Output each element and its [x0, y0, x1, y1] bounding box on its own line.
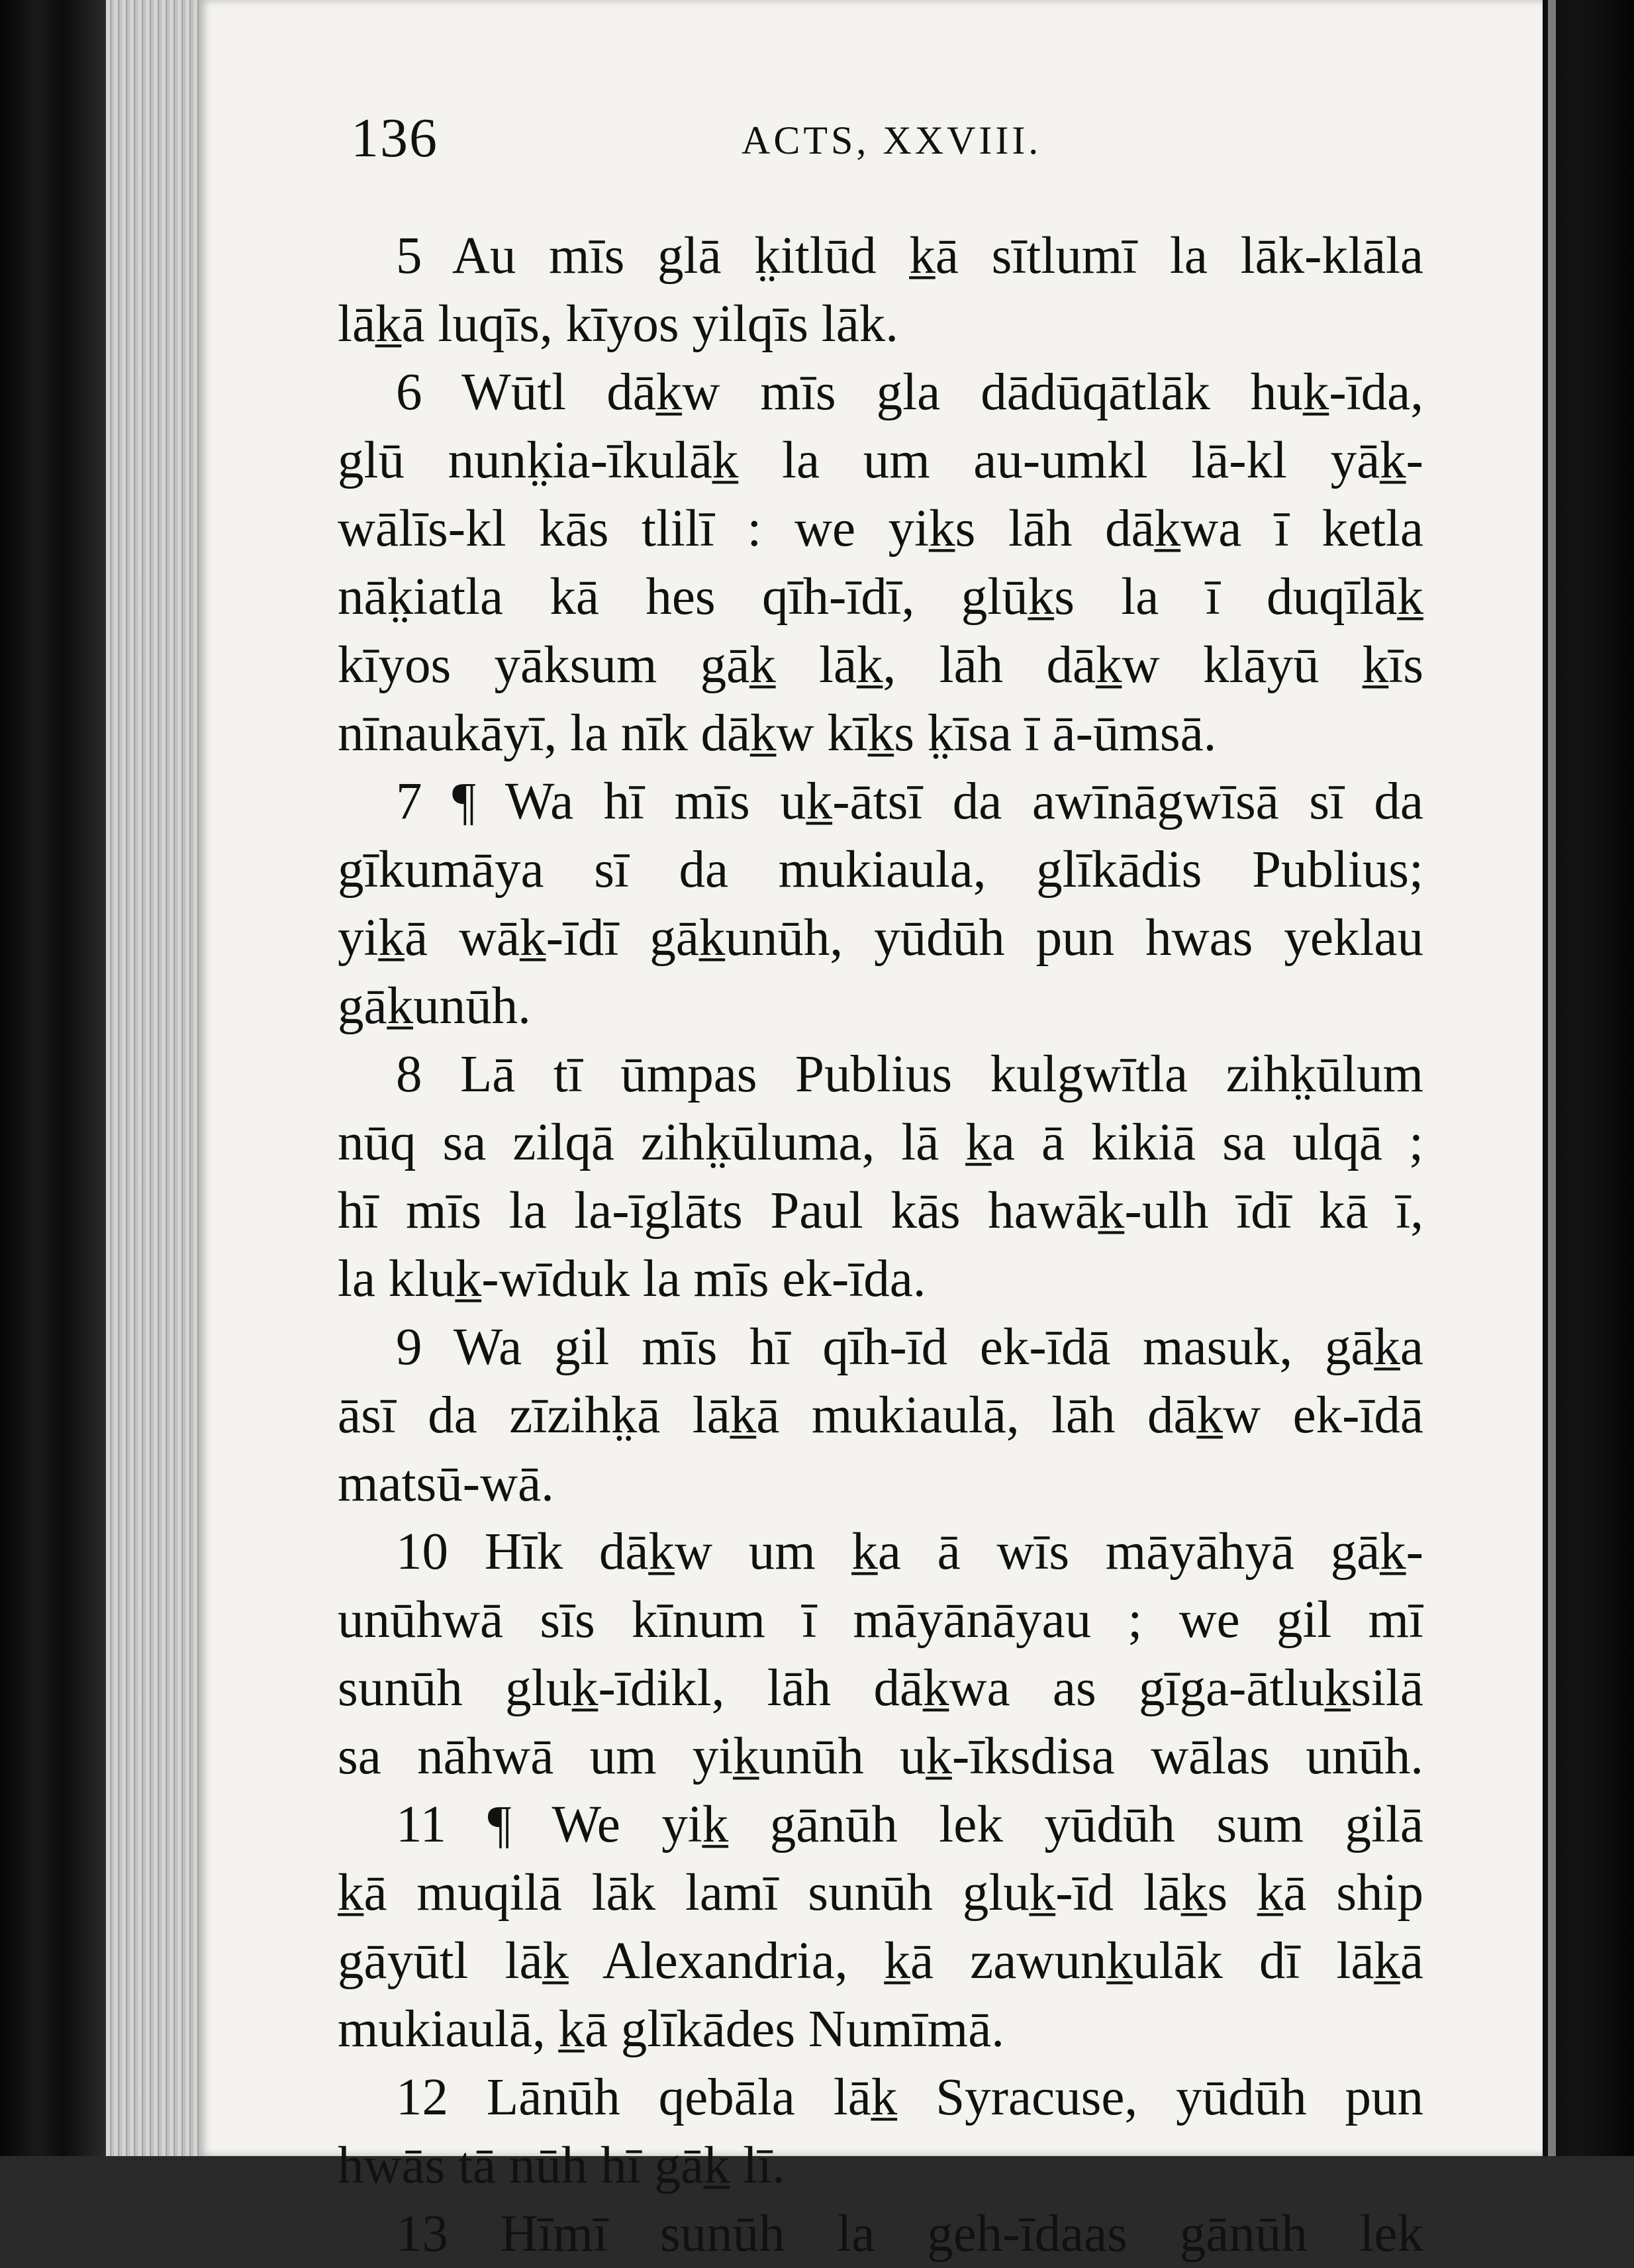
page-number: 136: [351, 107, 438, 169]
text-line: mukiaulā, k̲ā glīkādes Numīmā.: [338, 2000, 1005, 2058]
text-line: 6 Wūtl dāk̲w mīs gla dādūqātlāk huk̲-īda,: [396, 364, 1423, 421]
text-line: gīkumāya sī da mukiaula, glīkādis Publius;: [338, 841, 1423, 899]
running-head: ACTS, XXVIII.: [742, 119, 1042, 162]
text-line: gāk̲unūh.: [338, 977, 531, 1035]
text-line: 10 Hīk dāk̲w um k̲a ā wīs māyāhyā gāk̲-: [396, 1523, 1423, 1581]
text-line: lāk̲ā luqīs, kīyos yilqīs lāk.: [338, 295, 899, 353]
text-line: la kluk̲-wīduk la mīs ek-īda.: [338, 1250, 926, 1308]
text-line: nāk̤iatla kā hes qīh-īdī, glūk̲s la ī duqīlāk̲: [338, 568, 1423, 626]
text-line: nūq sa zilqā zihk̤ūluma, lā k̲a ā kikiā sa ulqā ;: [338, 1114, 1423, 1171]
text-line: yik̲ā wāk̲-īdī gāk̲unūh, yūdūh pun hwas yeklau: [338, 909, 1423, 967]
text-line: 12 Lānūh qebāla lāk̲ Syracuse, yūdūh pun: [396, 2069, 1423, 2126]
page-edge: [106, 0, 205, 2156]
text-line: kīyos yāksum gāk̲ lāk̲, lāh dāk̲w klāyū k̲īs: [338, 636, 1423, 694]
text-line: 11 ¶ We yik̲ gānūh lek yūdūh sum gilā: [396, 1796, 1423, 1853]
text-line: 7 ¶ Wa hī mīs uk̲-ātsī da awīnāgwīsā sī da: [396, 773, 1423, 830]
text-line: sa nāhwā um yik̲unūh uk̲-īksdisa wālas unūh.: [338, 1728, 1423, 1785]
text-line: āsī da zīzihk̤ā lāk̲ā mukiaulā, lāh dāk̲w ek-īdā: [338, 1387, 1423, 1444]
text-line: glū nunk̤ia-īkulāk̲ la um au-umkl lā-kl yāk̲-: [338, 432, 1423, 489]
text-line: 13 Hīmī sunūh la geh-īdaas gānūh lek: [396, 2205, 1423, 2263]
text-line: sunūh gluk̲-īdikl, lāh dāk̲wa as gīga-ātluk̲silā: [338, 1659, 1423, 1717]
left-binding: [0, 0, 106, 2156]
text-line: 9 Wa gil mīs hī qīh-īd ek-īdā masuk, gāk̲a: [396, 1318, 1423, 1376]
text-block: [338, 222, 1423, 2268]
text-line: unūhwā sīs kīnum ī māyānāyau ; we gil mī: [338, 1591, 1423, 1649]
text-line: hī mīs la la-īglāts Paul kās hawāk̲-ulh īdī kā ī,: [338, 1182, 1423, 1240]
text-line: wālīs-kl kās tlilī : we yik̲s lāh dāk̲wa ī ketla: [338, 500, 1423, 558]
text-line: matsū-wā.: [338, 1455, 554, 1512]
text-line: k̲ā muqilā lāk lamī sunūh gluk̲-īd lāk̲s k̲ā ship: [338, 1864, 1423, 1922]
text-line: gāyūtl lāk̲ Alexandria, k̲ā zawunk̲ulāk dī lāk̲ā: [338, 1932, 1423, 1990]
right-binding: [1543, 0, 1634, 2156]
page-header: [351, 99, 1423, 172]
right-binding-strip: [1548, 0, 1556, 2156]
text-line: 5 Au mīs glā k̤itlūd k̲ā sītlumī la lāk-klāla: [396, 227, 1423, 285]
text-line: hwās tā nūh hī gāk̲ lī.: [338, 2137, 785, 2194]
text-line: 8 Lā tī ūmpas Publius kulgwītla zihk̤ūlum: [396, 1046, 1423, 1103]
text-line: nīnaukāyī, la nīk dāk̲w kīk̲s k̤īsa ī ā-ūmsā.: [338, 705, 1217, 762]
